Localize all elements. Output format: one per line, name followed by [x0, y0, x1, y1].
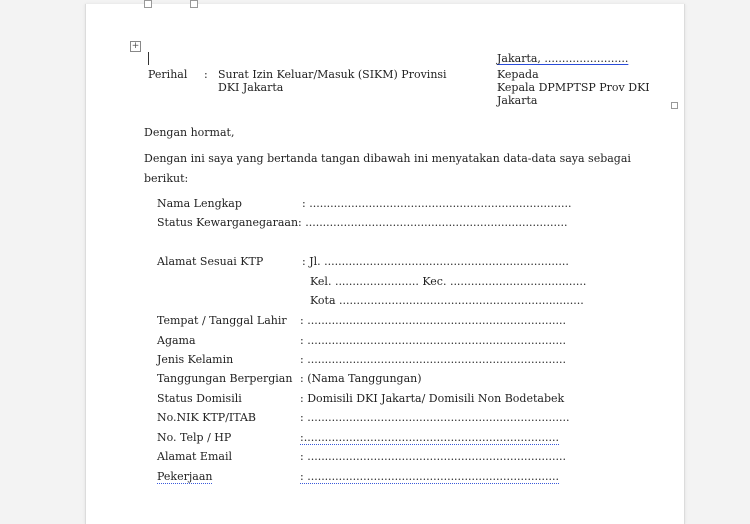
page-corner-marker: [190, 0, 198, 8]
field-label-pekerjaan: Pekerjaan: [157, 470, 213, 483]
to-label: Kepada: [497, 68, 539, 81]
field-label-alamat-ktp: Alamat Sesuai KTP: [157, 255, 264, 268]
table-move-icon[interactable]: +: [131, 41, 140, 51]
field-label-tanggungan: Tanggungan Berpergian: [157, 372, 293, 385]
field-value-agama[interactable]: : ..........................................................................: [300, 334, 566, 347]
field-label-kewarganegaraan: Status Kewarganegaraan: [157, 216, 299, 229]
recipient-line-1: Kepala DPMPTSP Prov DKI: [497, 81, 650, 94]
subject-line-2: DKI Jakarta: [218, 81, 284, 94]
text-cursor: [148, 52, 149, 65]
intro-line-2: berikut:: [144, 172, 189, 185]
intro-line-1: Dengan ini saya yang bertanda tangan dibawah ini menyatakan data-data saya sebagai: [144, 152, 631, 165]
field-value-ttl[interactable]: : ..........................................................................: [300, 314, 566, 327]
date-line: Jakarta, ........................: [497, 52, 629, 65]
field-value-alamat-ktp[interactable]: : Jl. ......................................................................: [302, 255, 569, 268]
page-corner-marker: [144, 0, 152, 8]
field-value-kota[interactable]: Kota ......................................................................: [310, 294, 584, 307]
field-label-agama: Agama: [157, 334, 196, 347]
field-label-email: Alamat Email: [157, 450, 232, 463]
greeting: Dengan hormat,: [144, 126, 235, 139]
field-label-nik: No.NIK KTP/ITAB: [157, 411, 257, 424]
field-value-nama[interactable]: : ...........................................................................: [302, 197, 572, 210]
resize-handle-icon[interactable]: [671, 102, 678, 109]
recipient-line-2: Jakarta: [497, 94, 538, 107]
field-value-telp[interactable]: :.........................................................................: [300, 431, 559, 444]
field-label-nama: Nama Lengkap: [157, 197, 242, 210]
field-value-email[interactable]: : ..........................................................................: [300, 450, 566, 463]
field-value-tanggungan[interactable]: : (Nama Tanggungan): [300, 372, 422, 385]
field-label-domisili: Status Domisili: [157, 392, 242, 405]
field-value-pekerjaan[interactable]: : ........................................................................: [300, 470, 559, 483]
field-value-kel-kec[interactable]: Kel. ........................ Kec. .......................................: [310, 275, 587, 288]
field-label-telp: No. Telp / HP: [157, 431, 232, 444]
document-page[interactable]: [85, 4, 685, 524]
field-value-domisili[interactable]: : Domisili DKI Jakarta/ Domisili Non Bodetabek: [300, 392, 565, 405]
subject-line-1: Surat Izin Keluar/Masuk (SIKM) Provinsi: [218, 68, 447, 81]
field-value-kewarganegaraan[interactable]: : ...........................................................................: [298, 216, 568, 229]
field-label-jenis-kelamin: Jenis Kelamin: [157, 353, 234, 366]
field-label-ttl: Tempat / Tanggal Lahir: [157, 314, 287, 327]
field-value-jenis-kelamin[interactable]: : ..........................................................................: [300, 353, 566, 366]
perihal-label: Perihal: [148, 68, 188, 81]
field-value-nik[interactable]: : ...........................................................................: [300, 411, 570, 424]
perihal-colon: :: [204, 68, 208, 81]
